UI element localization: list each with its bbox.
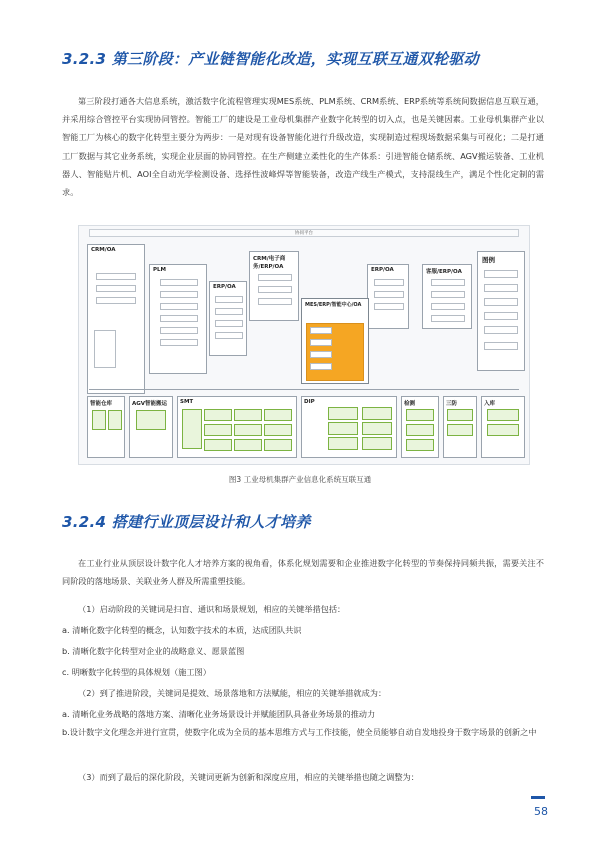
list-item: （1）启动阶段的关键词是扫盲、通识和场景规划，相应的关键举措包括： xyxy=(78,604,346,614)
list-item: a. 清晰化业务战略的落地方案、清晰化业务场景设计并赋能团队具备业务场景的推动力 xyxy=(62,709,376,719)
system-cell xyxy=(215,332,243,339)
production-section xyxy=(177,396,297,458)
production-section xyxy=(301,396,397,458)
equipment-cell xyxy=(108,410,122,430)
system-cell xyxy=(258,274,292,281)
system-cell xyxy=(215,320,243,327)
system-cell xyxy=(374,279,404,286)
equipment-cell xyxy=(264,424,292,436)
production-section-title: 三防 xyxy=(446,401,458,407)
equipment-cell xyxy=(362,437,392,450)
system-cell xyxy=(160,291,198,298)
connector-line xyxy=(89,389,519,390)
equipment-cell xyxy=(204,424,232,436)
system-cell xyxy=(96,297,136,304)
system-cell xyxy=(215,308,243,315)
equipment-cell xyxy=(328,437,358,450)
mes-cell xyxy=(310,351,332,358)
system-cell xyxy=(94,330,116,368)
system-block-title: ERP/OA xyxy=(213,284,236,290)
system-block-title: PLM xyxy=(153,267,167,273)
legend-item xyxy=(484,284,518,292)
legend-item xyxy=(484,326,518,334)
list-item: a. 清晰化数字化转型的概念，认知数字技术的本质，达成团队共识 xyxy=(62,625,302,635)
system-cell xyxy=(215,296,243,303)
mes-cell xyxy=(310,339,332,346)
system-cell xyxy=(160,279,198,286)
system-block xyxy=(422,264,472,329)
production-section xyxy=(401,396,439,458)
production-section xyxy=(129,396,173,458)
system-block xyxy=(209,281,247,356)
list-item: （3）而到了最后的深化阶段，关键词更新为创新和深度应用，相应的关键举措也随之调整为： xyxy=(78,772,419,782)
system-cell xyxy=(96,285,136,292)
equipment-cell xyxy=(406,439,434,451)
page-number-bar xyxy=(531,796,545,799)
production-section-title: 入库 xyxy=(484,401,496,407)
system-cell xyxy=(160,339,198,346)
system-cell xyxy=(431,315,465,322)
system-cell xyxy=(160,327,198,334)
system-block xyxy=(367,264,409,329)
production-section-title: 智能仓库 xyxy=(90,401,113,407)
system-cell xyxy=(431,291,465,298)
list-item: c. 明晰数字化转型的具体规划（施工图） xyxy=(62,667,211,677)
system-cell xyxy=(96,273,136,280)
legend-item xyxy=(484,298,518,306)
production-section xyxy=(87,396,125,458)
equipment-cell xyxy=(264,439,292,451)
system-block-title: MES/ERP/智能中心/OA xyxy=(305,302,362,308)
production-section xyxy=(481,396,525,458)
system-cell xyxy=(258,298,292,305)
equipment-cell xyxy=(362,422,392,435)
equipment-cell xyxy=(406,409,434,421)
equipment-cell xyxy=(234,409,262,421)
production-section-title: AGV智能搬运 xyxy=(132,401,168,407)
equipment-cell xyxy=(136,410,166,430)
equipment-cell xyxy=(182,409,202,449)
equipment-cell xyxy=(204,409,232,421)
system-cell xyxy=(374,303,404,310)
equipment-cell xyxy=(92,410,106,430)
list-item: （2）到了推进阶段，关键词是提效、场景落地和方法赋能，相应的关键举措就成为： xyxy=(78,688,387,698)
legend-title: 图例 xyxy=(482,256,495,264)
production-section-title: DIP xyxy=(304,399,315,405)
section-3-2-3-paragraph: 第三阶段打通各大信息系统，激活数字化流程管理实现MES系统、PLM系统、CRM系统、ERP系统等系统间数据信息互联互通，并采用综合管控平台实现协同管控。智能工厂的建设是工业母机集群产业数字化转型的切入点，也是关键因素。工业母机集群产业以智能工厂为核心的数字化转型主要分为两步：一是对现有设备智能化进行升级改造，实现制造过程现场数据采集与可视化；二是打通工厂数据与其它业务系统，实现企业层面的协同管控。在生产侧建立柔性化的生产体系：引进智能仓储系统、AGV搬运装备、工业机器人、智能贴片机、AOI全自动光学检测设备、选择性波峰焊等智能装备，改造产线生产模式，支持混线生产，满足个性化定制的需求。 xyxy=(62,96,544,198)
system-block-mes xyxy=(301,298,369,384)
list-item: b. 清晰化数字化转型对企业的战略意义、愿景蓝图 xyxy=(62,646,245,656)
equipment-cell xyxy=(234,424,262,436)
production-section-title: 检测 xyxy=(404,401,416,407)
equipment-cell xyxy=(234,439,262,451)
equipment-cell xyxy=(447,409,473,421)
equipment-cell xyxy=(328,407,358,420)
equipment-cell xyxy=(487,424,519,436)
system-cell xyxy=(160,315,198,322)
production-section xyxy=(443,396,477,458)
system-cell xyxy=(431,303,465,310)
section-heading-3-2-3: 3.2.3 第三阶段：产业链智能化改造，实现互联互通双轮驱动 xyxy=(62,50,479,68)
mes-cell xyxy=(310,327,332,334)
system-block-title: CRM/电子商务/ERP/OA xyxy=(253,256,286,270)
system-cell xyxy=(160,303,198,310)
equipment-cell xyxy=(264,409,292,421)
system-block xyxy=(87,244,145,394)
legend-item xyxy=(484,312,518,320)
equipment-cell xyxy=(204,439,232,451)
section-heading-3-2-4: 3.2.4 搭建行业顶层设计和人才培养 xyxy=(62,513,311,531)
equipment-cell xyxy=(487,409,519,421)
legend-box xyxy=(477,251,525,371)
system-interconnection-figure xyxy=(78,225,530,465)
system-block xyxy=(249,251,299,321)
system-block-title: ERP/OA xyxy=(371,267,394,273)
list-item: b.设计数字文化理念并进行宣贯，使数字化成为全员的基本思维方式与工作技能，使全员能够自动自发地投身于数字场景的创新之中 xyxy=(62,727,537,737)
equipment-cell xyxy=(447,424,473,436)
equipment-cell xyxy=(362,407,392,420)
page-number: 58 xyxy=(534,805,548,818)
equipment-cell xyxy=(328,422,358,435)
section-3-2-4-paragraph: 在工业行业从顶层设计数字化人才培养方案的视角看，体系化规划需要和企业推进数字化转型的节奏保持同频共振，需要关注不同阶段的落地场景、关联业务人群及所需重塑技能。 xyxy=(62,558,544,587)
system-cell xyxy=(258,286,292,293)
legend-item xyxy=(484,270,518,278)
mes-cell xyxy=(310,363,332,370)
system-block-title: CRM/OA xyxy=(91,247,116,253)
system-cell xyxy=(431,279,465,286)
production-section-title: SMT xyxy=(180,399,194,405)
system-cell xyxy=(374,291,404,298)
legend-item xyxy=(484,342,518,350)
figure-top-banner: 协同平台 xyxy=(89,229,519,237)
system-block-title: 客服/ERP/OA xyxy=(426,269,462,275)
figure-caption: 图3 工业母机集群产业信息化系统互联互通 xyxy=(228,475,372,484)
system-block xyxy=(149,264,207,374)
equipment-cell xyxy=(406,424,434,436)
